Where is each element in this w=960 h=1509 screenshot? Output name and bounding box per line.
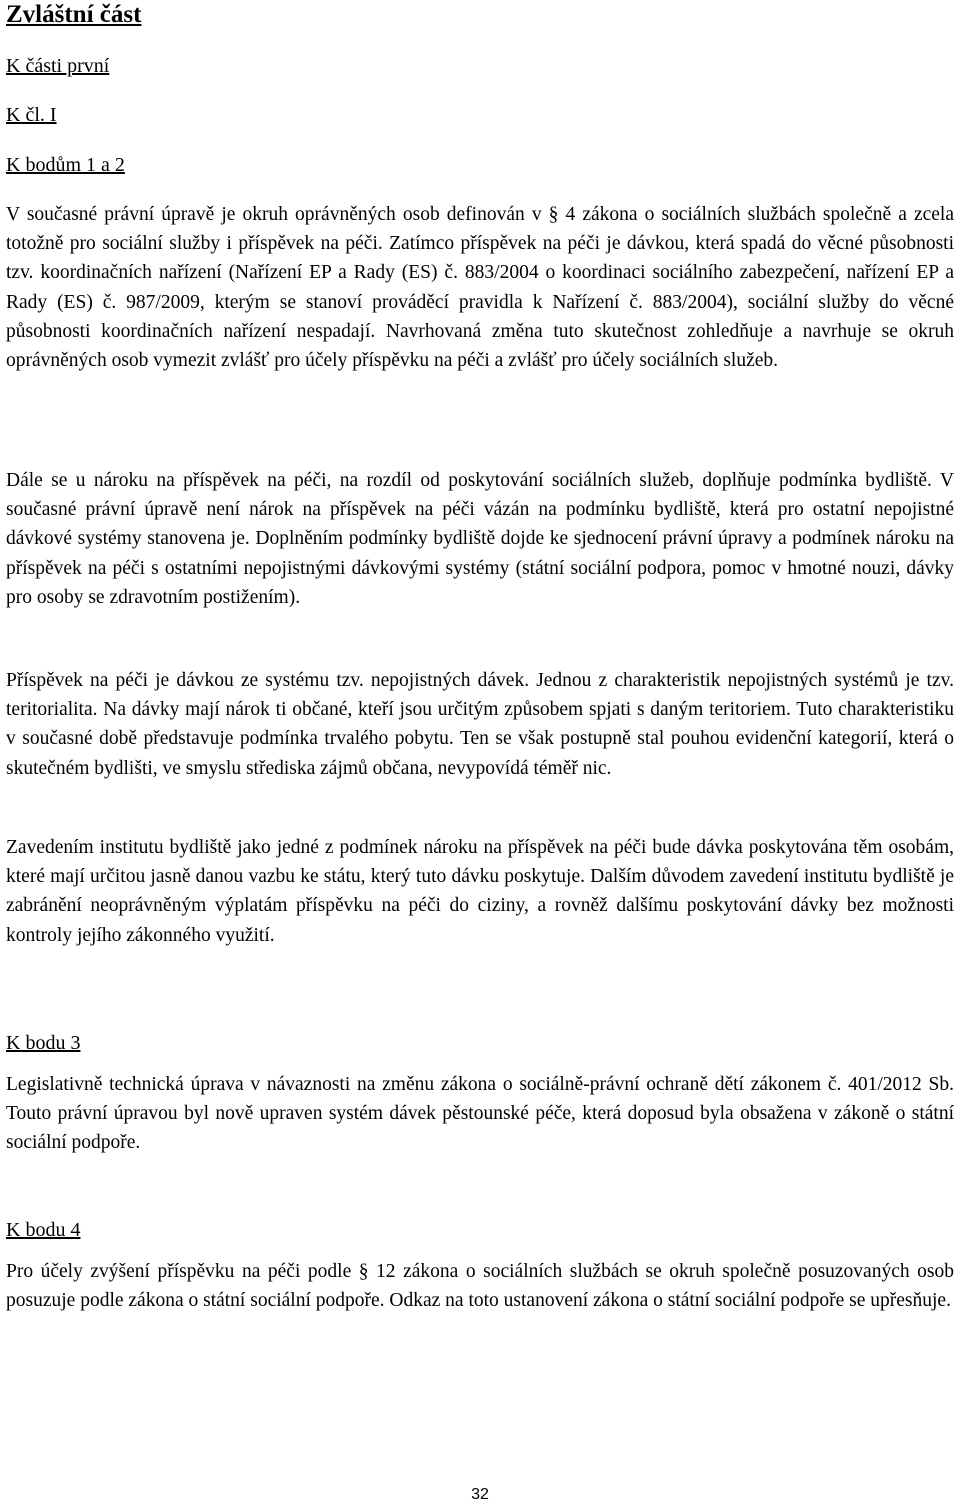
paragraph-eligible-persons: V současné právní úpravě je okruh oprávněných osob definován v § 4 zákona o sociálních službách společně a zcela totožně pro sociální služby i příspěvek na péči. Zatímco příspěvek na péči je dávkou, která spadá do věcné působnosti tzv. koordinačních nařízení (Nařízení EP a Rady (ES) č. 883/2004 o koordinaci sociálního zabezpečení, nařízení EP a Rady (ES) č. 987/2009, kterým se stanoví prováděcí pravidla k Nařízení č. 883/2004), sociální služby do věcné působnosti koordinačních nařízení nespadají. Navrhovaná změna tuto skutečnost zohledňuje a navrhuje se okruh oprávněných osob vymezit zvlášť pro účely příspěvku na péči a zvlášť pro účely sociálních služeb. [6, 204, 954, 372]
paragraph-residence-institute: Zavedením institutu bydliště jako jedné z podmínek nároku na příspěvek na péči bude dávka poskytována těm osobám, které mají určitou jasně danou vazbu ke státu, který tuto dávku poskytuje. Dalším důvodem zavedení institutu bydliště je zabránění neoprávněným výplatám příspěvku na péči do ciziny, a rovněž dalšímu poskytování dávky bez možnosti kontroly jejího zákonného využití. [6, 837, 954, 946]
section-heading-point-4: K bodu 4 [6, 1219, 81, 1241]
document-title: Zvláštní část [6, 1, 142, 28]
paragraph-residence-condition: Dále se u nároku na příspěvek na péči, na rozdíl od poskytování sociálních služeb, doplňuje podmínka bydliště. V současné právní úpravě není nárok na příspěvek na péči vázán na podmínku bydliště, která pro ostatní nepojistné dávkové systémy stanovena je. Doplněním podmínky bydliště dojde ke sjednocení právní úpravy a podmínek nároku na příspěvek na péči s ostatními nepojistnými dávkovými systémy (státní sociální podpora, pomoc v hmotné nouzi, dávky pro osoby se zdravotním postižením). [6, 470, 954, 608]
article-heading: K čl. I [6, 104, 57, 126]
paragraph-territoriality: Příspěvek na péči je dávkou ze systému tzv. nepojistných dávek. Jednou z charakteristik nepojistných systémů je tzv. teritorialita. Na dávky mají nárok ti občané, kteří jsou určitým způsobem spjati s daným teritoriem. Tuto charakteristiku v současné době představuje podmínka trvalého pobytu. Ten se však postupně stal pouhou evidenční kategorií, která o skutečném bydlišti, ve smyslu střediska zájmů občana, nevypovídá téměř nic. [6, 670, 954, 779]
paragraph-legislative-change: Legislativně technická úprava v návaznosti na změnu zákona o sociálně-právní ochraně dětí zákonem č. 401/2012 Sb. Touto právní úpravou byl nově upraven systém dávek pěstounské péče, která doposud byla obsažena v zákoně o státní sociální podpoře. [6, 1074, 954, 1154]
page-number: 32 [471, 1486, 489, 1503]
paragraph-care-allowance-increase: Pro účely zvýšení příspěvku na péči podle § 12 zákona o sociálních službách se okruh společně posuzovaných osob posuzuje podle zákona o státní sociální podpoře. Odkaz na toto ustanovení zákona o státní sociální podpoře se upřesňuje. [6, 1261, 954, 1312]
section-heading-points-1-2: K bodům 1 a 2 [6, 154, 125, 176]
section-heading-point-3: K bodu 3 [6, 1032, 81, 1054]
part-heading: K části první [6, 55, 110, 77]
